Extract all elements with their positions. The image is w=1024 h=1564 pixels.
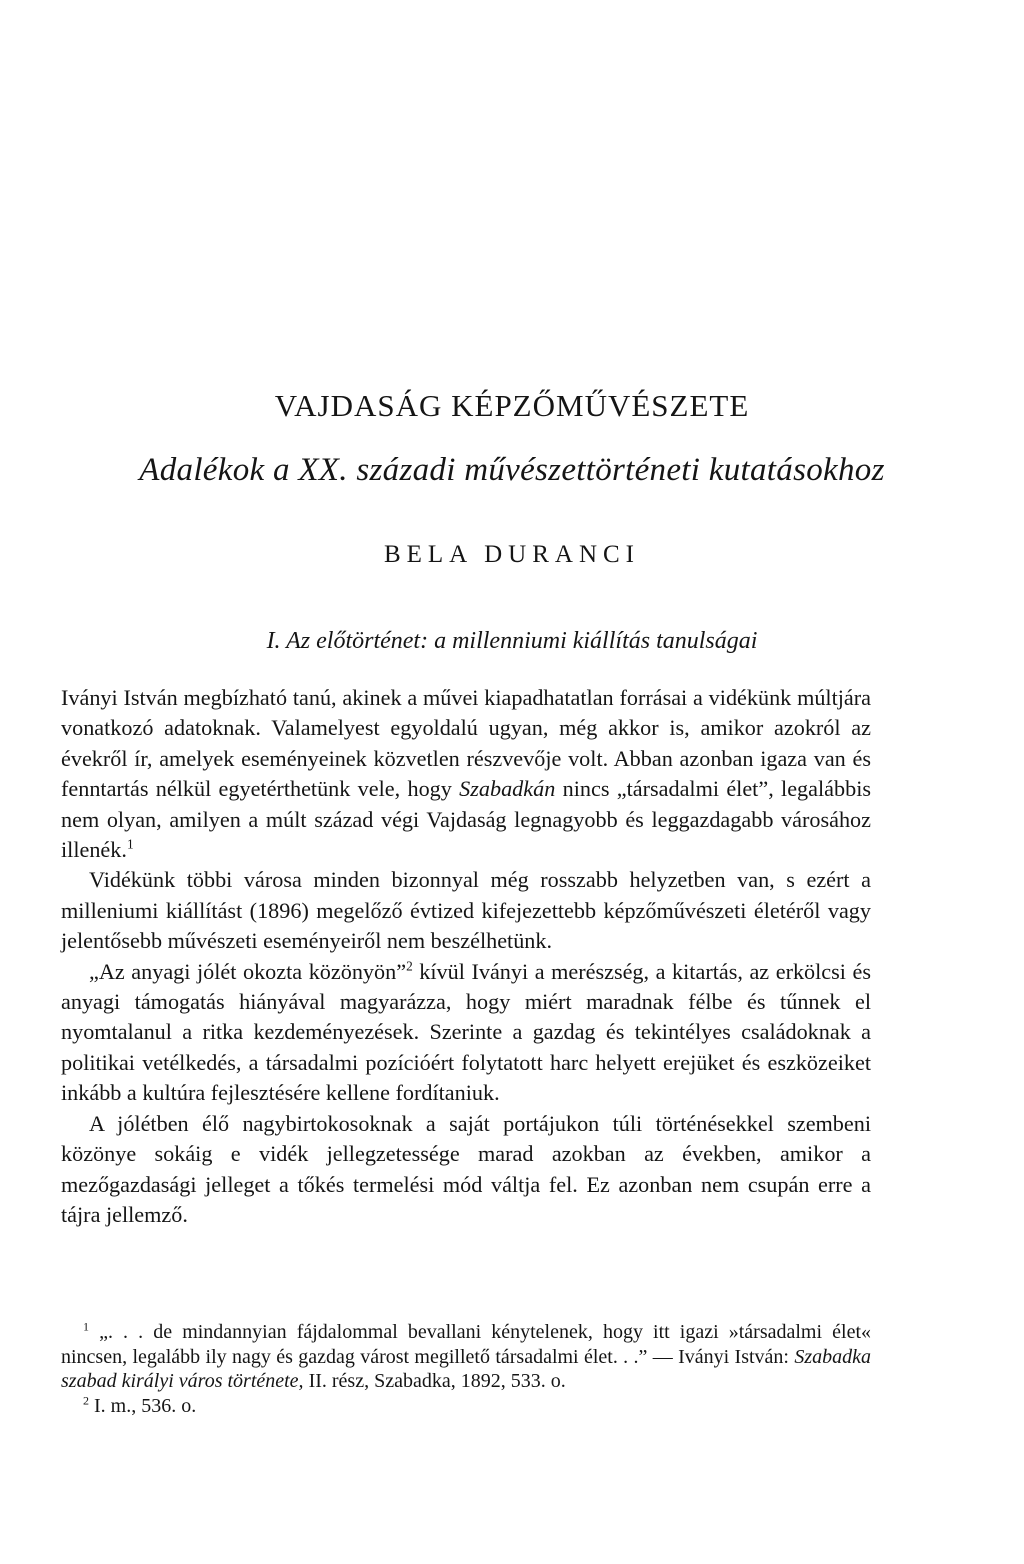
footnote-2-number: 2: [83, 1392, 89, 1407]
paragraph-1: [61, 683, 871, 865]
paragraph-3: [61, 957, 871, 1109]
footnote-2-text: I. m., 536. o.: [89, 1394, 197, 1417]
footnote-1-number: 1: [83, 1319, 89, 1334]
body-text: [61, 683, 871, 1230]
paragraph-4: A jólétben élő nagybirtokosoknak a saját portájukon túli történésekkel szembeni közönye sokáig e vidék jellegzetessége marad azokban az években, amikor a mezőgazdasági jelleget a tőkés termelési mód váltja fel. Ez azonban nem csupán erre a tájra jellemző.: [61, 1110, 871, 1227]
paragraph-3-text-a: „Az anyagi jólét okozta közönyön”: [89, 958, 407, 984]
footnote-2: [61, 1394, 871, 1419]
author-name: BELA DURANCI: [383, 541, 641, 568]
footnote-1-emphasis: Szabadka szabad királyi város története,: [61, 1345, 871, 1392]
section-heading: I. Az előtörténet: a millenniumi kiállítás tanulságai: [266, 628, 758, 654]
footnote-1-text-a: „. . . de mindannyian fájdalommal bevallani kénytelenek, hogy itt igazi »társadalmi élet« nincsen, legalább ily nagy és gazdag várost megillető társadalmi élet. . .” — Iványi István:: [61, 1321, 871, 1368]
paragraph-1-emphasis: Szabadkán: [459, 776, 556, 802]
footnote-1-text-b: II. rész, Szabadka, 1892, 533. o.: [303, 1370, 566, 1392]
article-subtitle: Adalékok a XX. századi művészettörténeti kutatásokhoz: [139, 452, 885, 488]
footnote-1: [61, 1320, 871, 1394]
paragraph-1-text-b: nincs „társadalmi élet”, legalábbis nem olyan, amilyen a múlt század végi Vajdaság legnagyobb és leggazdagabb városához illenék.: [61, 776, 871, 863]
paragraph-2: Vidékünk többi városa minden bizonnyal még rosszabb helyzetben van, s ezért a milleniumi kiállítást (1896) megelőző évtized kifejezettebb képzőművészeti életéről vagy jelentősebb művészeti eseményeiről nem beszélhetünk.: [61, 867, 871, 954]
article-title: VAJDASÁG KÉPZŐMŰVÉSZETE: [274, 388, 750, 423]
footnote-ref-1[interactable]: 1: [126, 836, 134, 852]
footnote-ref-2[interactable]: 2: [406, 958, 413, 974]
footnotes: [61, 1320, 871, 1418]
paragraph-3-text-b: kívül Iványi a merészség, a kitartás, az erkölcsi és anyagi támogatás hiányával magyarázza, hogy miért maradnak félbe és tűnnek el nyomtalanul a ritka kezdeményezések. Szerinte a gazdag és tekintélyes családoknak a politikai vetélkedés, a társadalmi pozícióért folytatott harc helyett erejüket és eszközeiket inkább a kultúra fejlesztésére kellene fordítaniuk.: [61, 958, 872, 1106]
paragraph-1-text-a: Iványi István megbízható tanú, akinek a művei kiapadhatatlan forrásai a vidékünk múltjára vonatkozó adatoknak. Valamelyest egyoldalú ugyan, még akkor is, amikor azokról az évekről ír, amelyek eseményeinek közvetlen részvevője volt. Abban azonban igaza van és fenntartás nélkül egyetérthetünk vele, hogy: [61, 685, 871, 802]
